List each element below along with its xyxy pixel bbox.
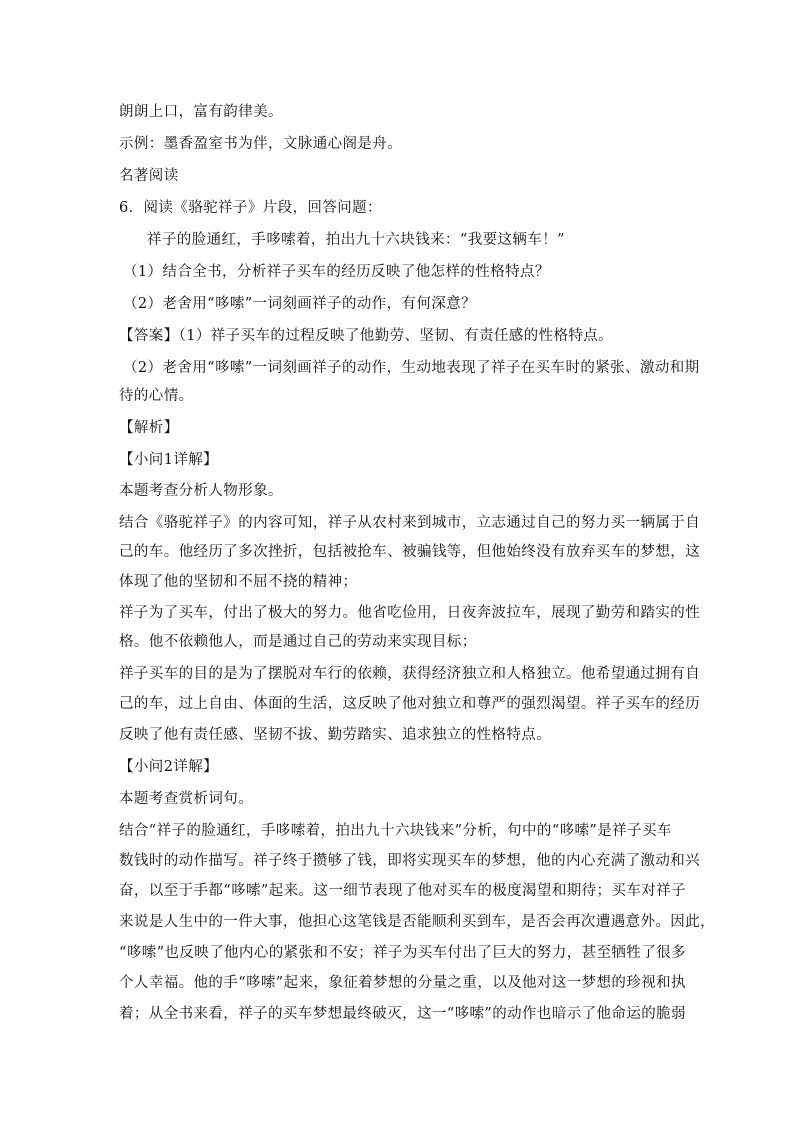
text-line: 反映了他有责任感、坚韧不拔、勤劳踏实、追求独立的性格特点。 (119, 727, 552, 743)
quoted-passage: 祥子的脸通红，手哆嗦着，拍出九十六块钱来：“我要这辆车！” (147, 232, 565, 248)
answer-line: 【答案】（1）祥子买车的过程反映了他勤劳、坚韧、有责任感的性格特点。 (119, 328, 614, 344)
text-line: 着；从全书来看，祥子的买车梦想最终破灭，这一“哆嗦”的动作也暗示了他命运的脆弱 (119, 1006, 686, 1022)
text-line: 结合“祥子的脸通红，手哆嗦着，拍出九十六块钱来”分析，句中的“哆嗦”是祥子买车 (119, 823, 672, 839)
question-item: （1）结合全书，分析祥子买车的经历反映了他怎样的性格特点？ (123, 264, 550, 280)
text-line: “哆嗦”也反映了他内心的紧张和不安；祥子为买车付出了巨大的努力，甚至牺牲了很多 (119, 945, 686, 961)
text-line: 己的车，过上自由、体面的生活，这反映了他对独立和尊严的强烈渴望。祥子买车的经历 (119, 696, 701, 712)
text-line: 己的车。他经历了多次挫折，包括被抢车、被骗钱等，但他始终没有放弃买车的梦想，这 (119, 544, 701, 560)
analysis-heading: 【解析】 (119, 420, 179, 436)
text-line: 结合《骆驼祥子》的内容可知，祥子从农村来到城市，立志通过自己的努力买一辆属于自 (119, 515, 701, 531)
subquestion-heading: 【小问1详解】 (119, 452, 219, 468)
text-line: 数钱时的动作描写。祥子终于攒够了钱，即将实现买车的梦想，他的内心充满了激动和兴 (119, 853, 701, 869)
text-line: 个人幸福。他的手“哆嗦”起来，象征着梦想的分量之重，以及他对这一梦想的珍视和执 (119, 975, 686, 991)
text-line: 本题考查分析人物形象。 (119, 483, 283, 499)
text-line: 奋，以至于手都“哆嗦”起来。这一细节表现了他对买车的极度渴望和期待；买车对祥子 (119, 883, 686, 899)
text-line: 格。他不依赖他人，而是通过自己的劳动来实现目标； (119, 634, 477, 650)
text-line: 朗朗上口，富有韵律美。 (119, 104, 283, 120)
text-line: 祥子为了买车，付出了极大的努力。他省吃俭用，日夜奔波拉车，展现了勤劳和踏实的性 (119, 605, 701, 621)
text-line: 示例：墨香盈室书为伴，文脉通心阁是舟。 (119, 136, 403, 152)
text-line: 来说是人生中的一件大事，他担心这笔钱是否能顺利买到车，是否会再次遭遇意外。因此， (119, 914, 715, 930)
question-item: （2）老舍用“哆嗦”一词刻画祥子的动作，有何深意？ (123, 296, 477, 312)
answer-line: （2）老舍用“哆嗦”一词刻画祥子的动作，生动地表现了祥子在买车时的紧张、激动和期 (123, 360, 700, 376)
text-line: 祥子买车的目的是为了摆脱对车行的依赖，获得经济独立和人格独立。他希望通过拥有自 (119, 666, 701, 682)
text-line: 本题考查赏析词句。 (119, 791, 254, 807)
text-line: 体现了他的坚韧和不屈不挠的精神； (119, 574, 358, 590)
section-heading: 名著阅读 (119, 168, 179, 184)
answer-line: 待的心情。 (119, 388, 194, 404)
subquestion-heading: 【小问2详解】 (119, 759, 219, 775)
question-title: 6．阅读《骆驼祥子》片段，回答问题： (119, 200, 382, 216)
